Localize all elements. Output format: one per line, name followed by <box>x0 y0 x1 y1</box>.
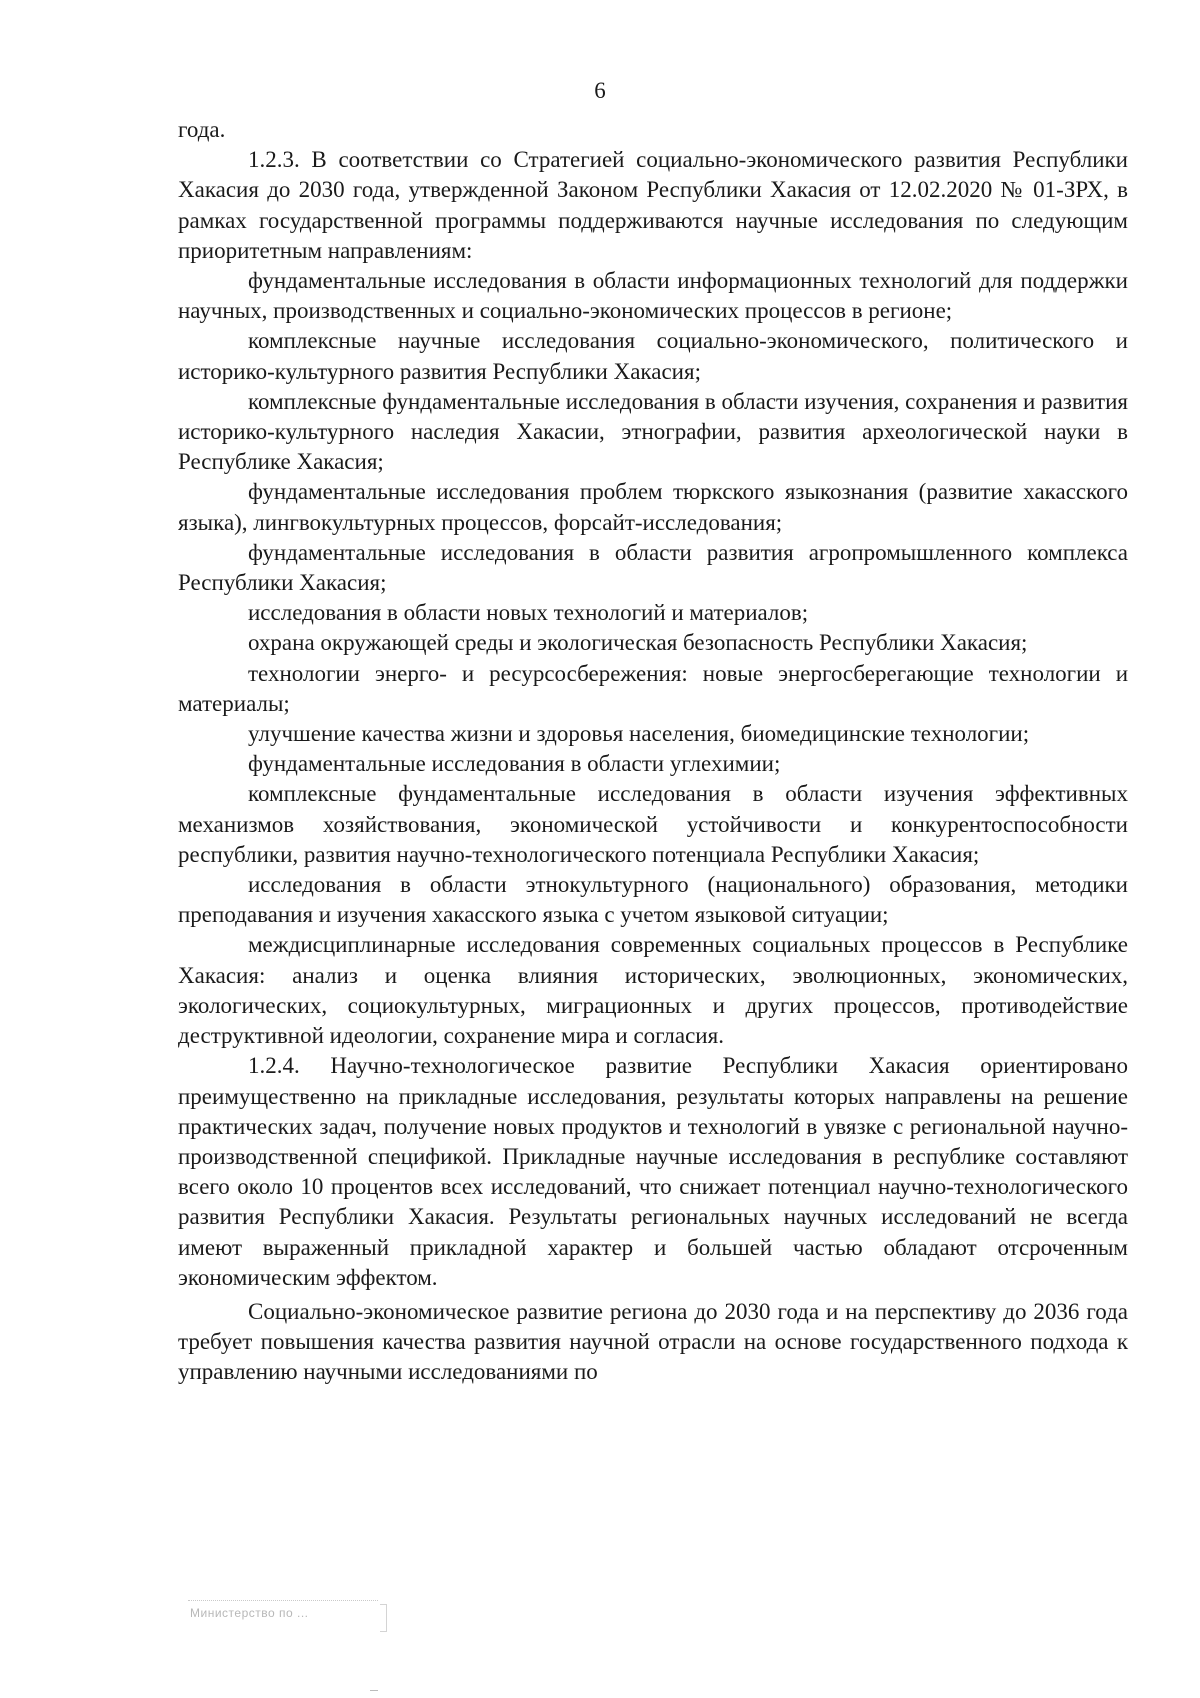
paragraph: 1.2.3. В соответствии со Стратегией социально-экономического развития Республики Хакасия до 2030 года, утвержденной Законом Республики Хакасия от 12.02.2020 № 01-ЗРХ, в рамках государственной программы поддерживаются научные исследования по следующим приоритетным направлениям: <box>178 147 1128 263</box>
paragraph: Социально-экономическое развитие региона до 2030 года и на перспективу до 2036 года требует повышения качества развития научной отрасли на основе государственного подхода к управлению научными исследованиями по <box>178 1298 1128 1385</box>
paragraph: фундаментальные исследования проблем тюркского языкознания (развитие хакасского языка), лингвокультурных процессов, форсайт-исследования; <box>178 479 1128 535</box>
paragraph: исследования в области этнокультурного (национального) образования, методики преподавания и изучения хакасского языка с учетом языковой ситуации; <box>178 872 1128 928</box>
paragraph: исследования в области новых технологий и материалов; <box>248 600 809 626</box>
paragraph: технологии энерго- и ресурсосбережения: новые энергосберегающие технологии и материалы; <box>178 660 1128 716</box>
page-number: 6 <box>594 78 606 103</box>
paragraph: фундаментальные исследования в области углехимии; <box>248 751 781 777</box>
stamp-border <box>188 1600 378 1601</box>
paragraph: 1.2.4. Научно-технологическое развитие Республики Хакасия ориентировано преимущественно на прикладные исследования, результаты которых направлены на решение практических задач, получение новых продуктов и технологий в увязке с региональной научно-производственной спецификой. Прикладные научные исследования в республике составляют всего около 10 процентов всех исследований, что снижает потенциал научно-технологического развития Республики Хакасия. Результаты региональных научных исследований не всегда имеют выраженный прикладной характер и большей частью обладают отсроченным экономическим эффектом. <box>178 1053 1128 1290</box>
paragraph: комплексные фундаментальные исследования в области изучения, сохранения и развития историко-культурного наследия Хакасии, этнографии, развития археологической науки в Республике Хакасия; <box>178 388 1128 475</box>
paragraph: охрана окружающей среды и экологическая безопасность Республики Хакасия; <box>248 630 1028 656</box>
scan-mark <box>370 1690 378 1691</box>
stamp-bracket <box>380 1604 387 1632</box>
stamp-text: Министерство по ... <box>190 1606 309 1620</box>
paragraph: комплексные фундаментальные исследования в области изучения эффективных механизмов хозяйствования, экономической устойчивости и конкурентоспособности республики, развития научно-технологического потенциала Республики Хакасия; <box>178 781 1128 867</box>
document-body <box>178 115 1128 1388</box>
paragraph: года. <box>178 117 226 142</box>
paragraph: улучшение качества жизни и здоровья населения, биомедицинские технологии; <box>248 721 1030 747</box>
paragraph: междисциплинарные исследования современных социальных процессов в Республике Хакасия: анализ и оценка влияния исторических, эволюционных, экономических, экологических, социокультурных, миграционных и других процессов, противодействие деструктивной идеологии, сохранение мира и согласия. <box>178 932 1128 1049</box>
paragraph: фундаментальные исследования в области информационных технологий для поддержки научных, производственных и социально-экономических процессов в регионе; <box>178 268 1128 324</box>
registration-stamp <box>178 1598 393 1642</box>
paragraph: фундаментальные исследования в области развития агропромышленного комплекса Республики Хакасия; <box>178 539 1128 596</box>
paragraph: комплексные научные исследования социально-экономического, политического и историко-культурного развития Республики Хакасия; <box>178 328 1128 384</box>
